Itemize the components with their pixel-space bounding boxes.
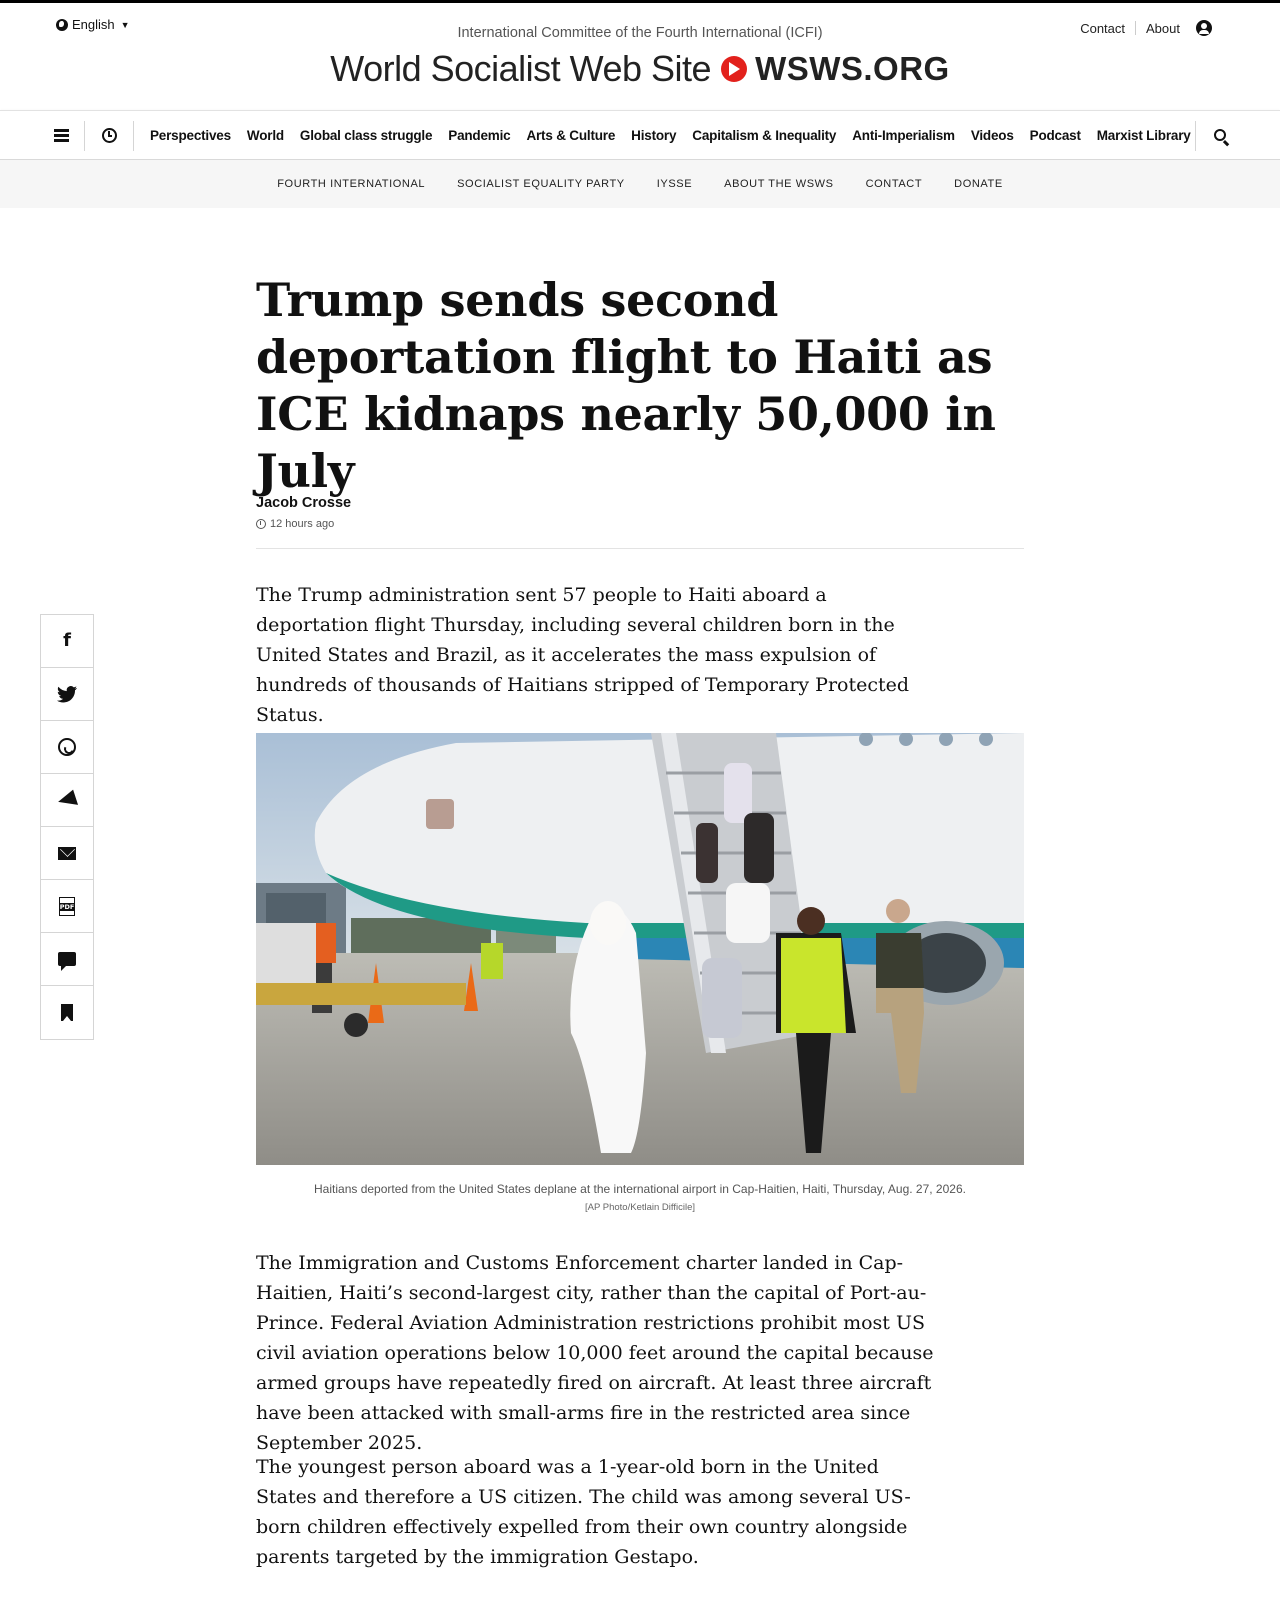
logo-arrow-icon bbox=[721, 56, 747, 82]
airport-deportation-photo bbox=[256, 733, 1024, 1165]
top-border bbox=[0, 0, 1280, 3]
nav-marxist-library[interactable]: Marxist Library bbox=[1096, 127, 1191, 143]
article-photo bbox=[256, 733, 1024, 1165]
email-icon bbox=[58, 847, 76, 860]
nav-perspectives[interactable]: Perspectives bbox=[150, 127, 231, 143]
main-navigation bbox=[0, 110, 1280, 160]
twitter-icon bbox=[57, 686, 77, 703]
share-whatsapp-button[interactable] bbox=[41, 721, 93, 774]
article-paragraph: The Trump administration sent 57 people to Haiti aboard a deportation flight Thursday, including several children born in the United States and Brazil, as it accelerates the mass expulsion of hundreds of thousands of Haitians stripped of Temporary Protected Status. bbox=[256, 584, 910, 726]
share-email-button[interactable] bbox=[41, 827, 93, 880]
photo-caption: Haitians deported from the United States deplane at the international airport in Cap-Haitien, Haiti, Thursday, Aug. 27, 2026. bbox=[314, 1182, 966, 1196]
download-pdf-button[interactable] bbox=[41, 880, 93, 933]
share-telegram-button[interactable] bbox=[41, 774, 93, 827]
top-links bbox=[1080, 20, 1212, 36]
nav-anti-imperialism[interactable]: Anti-Imperialism bbox=[852, 127, 955, 143]
divider bbox=[256, 548, 1024, 549]
article-paragraph: The youngest person aboard was a 1-year-old born in the United States and therefore a US citizen. The child was among several US-born children effectively expelled from their own country alongside parents targeted by the immigration Gestapo. bbox=[256, 1456, 911, 1568]
photo-credit: [AP Photo/Ketlain Difficile] bbox=[584, 1202, 695, 1213]
whatsapp-icon bbox=[58, 738, 76, 756]
clock-icon bbox=[256, 519, 266, 529]
comments-button[interactable] bbox=[41, 933, 93, 986]
site-name: World Socialist Web Site bbox=[330, 48, 712, 89]
site-domain: WSWS.ORG bbox=[755, 50, 950, 87]
comment-icon bbox=[58, 952, 76, 966]
contact-link[interactable]: Contact bbox=[1080, 20, 1126, 36]
nav-capitalism-inequality[interactable]: Capitalism & Inequality bbox=[692, 127, 837, 143]
article-paragraph: The Immigration and Customs Enforcement charter landed in Cap-Haitien, Haiti’s second-largest city, rather than the capital of Port-au-Prince. Federal Aviation Administration restrictions prohibit most US civil aviation operations below 10,000 feet around the capital because armed groups have repeatedly fired on aircraft. At least three aircraft have been attacked with small-arms fire in the restricted area since September 2025. bbox=[256, 1252, 934, 1454]
secondary-navigation bbox=[0, 160, 1280, 208]
divider bbox=[1195, 121, 1196, 151]
nav-podcast[interactable]: Podcast bbox=[1029, 127, 1081, 143]
about-link[interactable]: About bbox=[1146, 20, 1180, 36]
recent-button[interactable] bbox=[94, 120, 124, 150]
nav-pandemic[interactable]: Pandemic bbox=[448, 127, 511, 143]
pdf-icon: PDF bbox=[59, 897, 75, 916]
article-headline: Trump sends second deportation flight to Haiti as ICE kidnaps nearly 50,000 in July bbox=[256, 273, 996, 498]
nav-world[interactable]: World bbox=[246, 127, 284, 143]
telegram-icon bbox=[56, 790, 78, 811]
nav-links bbox=[150, 111, 1207, 159]
org-line: International Committee of the Fourth International (ICFI) bbox=[457, 25, 823, 41]
search-button[interactable] bbox=[1205, 120, 1235, 150]
facebook-icon: f bbox=[63, 630, 71, 651]
nav-videos[interactable]: Videos bbox=[970, 127, 1014, 143]
nav-history[interactable]: History bbox=[631, 127, 677, 143]
subnav-about-wsws[interactable]: ABOUT THE WSWS bbox=[724, 178, 834, 190]
bookmark-icon bbox=[61, 1004, 73, 1021]
share-facebook-button[interactable] bbox=[41, 615, 93, 668]
nav-global-class-struggle[interactable]: Global class struggle bbox=[299, 127, 433, 143]
subnav-iysse[interactable]: IYSSE bbox=[656, 178, 693, 190]
share-twitter-button[interactable] bbox=[41, 668, 93, 721]
author-name[interactable]: Jacob Crosse bbox=[256, 495, 352, 511]
menu-button[interactable] bbox=[46, 120, 76, 150]
share-toolbar bbox=[40, 614, 94, 1040]
clock-icon bbox=[102, 128, 117, 143]
nav-arts-culture[interactable]: Arts & Culture bbox=[526, 127, 616, 143]
subnav-contact[interactable]: CONTACT bbox=[865, 178, 923, 190]
subnav-socialist-equality-party[interactable]: SOCIALIST EQUALITY PARTY bbox=[457, 178, 625, 190]
publish-time-label: 12 hours ago bbox=[270, 518, 335, 530]
language-label: English bbox=[72, 17, 115, 32]
menu-icon bbox=[54, 129, 69, 141]
divider bbox=[1135, 21, 1136, 35]
chevron-down-icon: ▼ bbox=[120, 19, 130, 30]
subnav-fourth-international[interactable]: FOURTH INTERNATIONAL bbox=[277, 178, 426, 190]
bookmark-button[interactable] bbox=[41, 986, 93, 1039]
divider bbox=[84, 121, 85, 151]
search-icon bbox=[1214, 129, 1226, 141]
site-logo[interactable] bbox=[0, 48, 1280, 90]
subnav-donate[interactable]: DONATE bbox=[954, 178, 1003, 190]
publish-time bbox=[256, 518, 334, 530]
divider bbox=[133, 121, 134, 151]
user-account-icon[interactable] bbox=[1196, 20, 1212, 36]
